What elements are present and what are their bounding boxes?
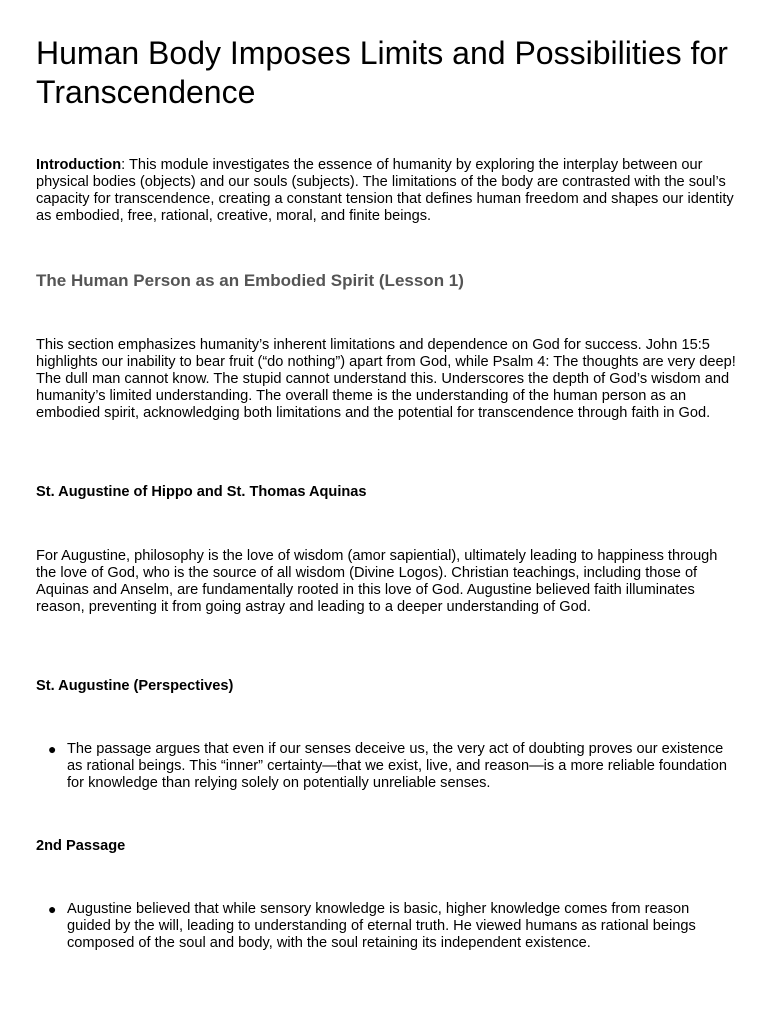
- lesson-heading: The Human Person as an Embodied Spirit (Lesson 1): [36, 271, 464, 290]
- introduction-text: : This module investigates the essence of humanity by exploring the interplay between our physical bodies (objects) and our souls (subjects). The limitations of the body are contrasted with the soul’s capacity for transcendence, creating a constant tension that defines human freedom and shapes our identity as embodied, free, rational, creative, moral, and finite beings.: [36, 157, 734, 224]
- second-passage-heading: 2nd Passage: [36, 838, 126, 854]
- bullet-icon: ●: [48, 741, 57, 757]
- second-passage-bullet-text: Augustine believed that while sensory knowledge is basic, higher knowledge comes from reason guided by the will, leading to understanding of eternal truth. He viewed humans as rational beings composed of the soul and body, with the soul retaining its independent existence.: [67, 901, 696, 951]
- perspectives-heading: St. Augustine (Perspectives): [36, 678, 234, 694]
- introduction-paragraph: [36, 157, 736, 225]
- introduction-label: Introduction: [36, 157, 122, 173]
- lesson-paragraph: This section emphasizes humanity’s inherent limitations and dependence on God for success. John 15:5 highlights our inability to bear fruit (“do nothing”) apart from God, while Psalm 4: The thoughts are very deep! The dull man cannot know. The stupid cannot understand this. Underscores the depth of God’s wisdom and humanity’s limited understanding. The overall theme is the understanding of the human person as an embodied spirit, acknowledging both limitations and the potential for transcendence through faith in God.: [36, 337, 736, 421]
- bullet-icon: ●: [48, 901, 57, 917]
- perspectives-bullet-text: The passage argues that even if our senses deceive us, the very act of doubting proves our existence as rational beings. This “inner” certainty—that we exist, live, and reason—is a more reliable foundation for knowledge than relying solely on potentially unreliable senses.: [67, 741, 728, 791]
- augustine-aquinas-heading: St. Augustine of Hippo and St. Thomas Aquinas: [36, 484, 367, 500]
- list-item: [36, 741, 736, 792]
- augustine-aquinas-paragraph: For Augustine, philosophy is the love of wisdom (amor sapiential), ultimately leading to happiness through the love of God, who is the source of all wisdom (Divine Logos). Christian teachings, including those of Aquinas and Anselm, are fundamentally rooted in this love of God. Augustine believed faith illuminates reason, preventing it from going astray and leading to a deeper understanding of God.: [36, 548, 718, 615]
- list-item: [36, 901, 736, 952]
- document-title: Human Body Imposes Limits and Possibilities for Transcendence: [36, 35, 728, 110]
